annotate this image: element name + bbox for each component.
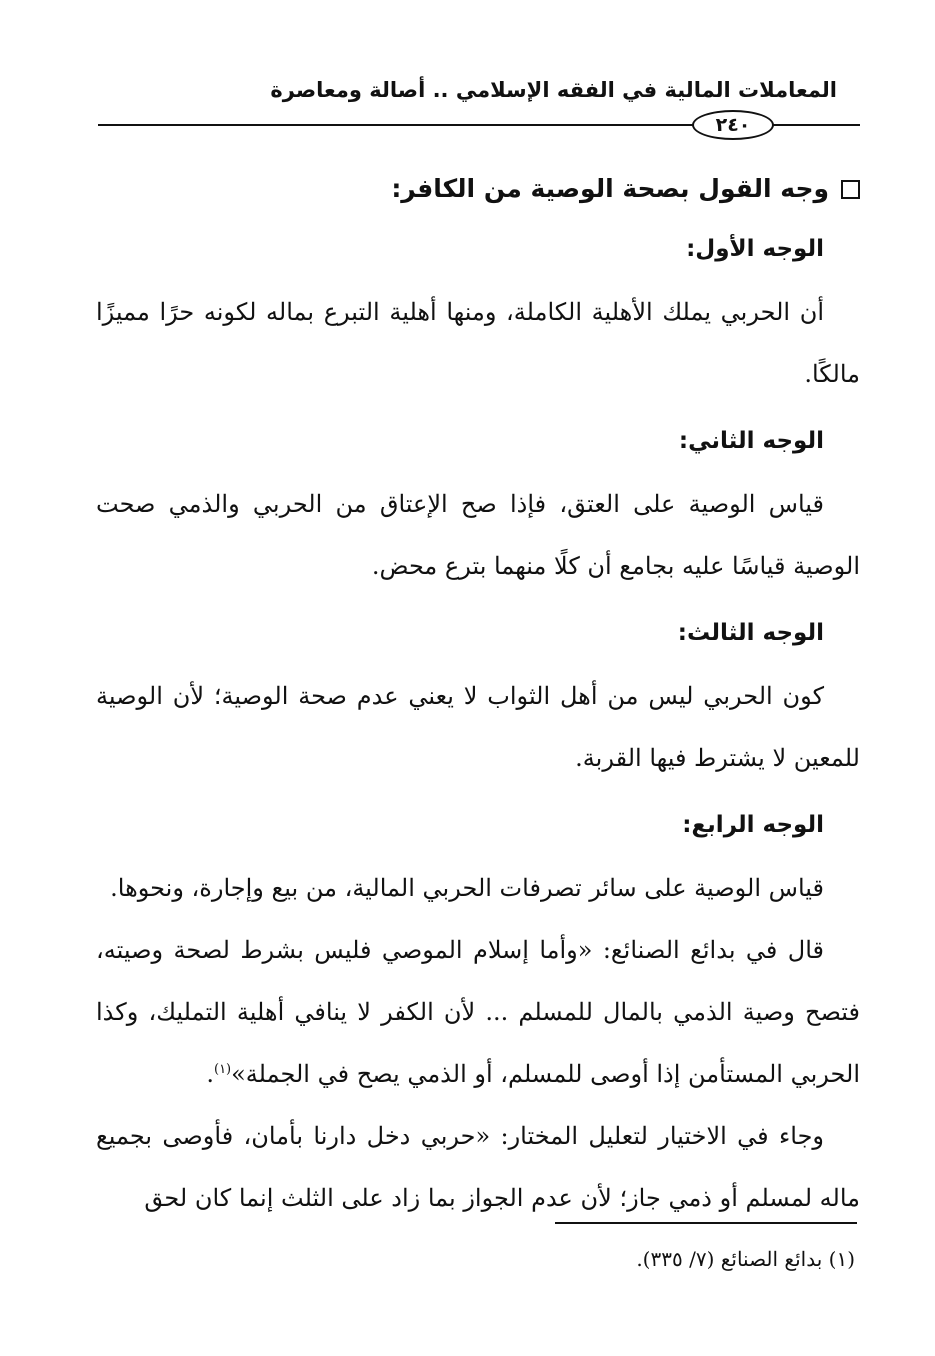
footnote-marker: (١) bbox=[828, 1247, 855, 1271]
heading-first-aspect: الوجه الأول: bbox=[686, 236, 824, 262]
heading-second-aspect: الوجه الثاني: bbox=[678, 428, 824, 454]
heading-fourth-aspect: الوجه الرابع: bbox=[682, 812, 824, 838]
heading-third-aspect: الوجه الثالث: bbox=[677, 620, 824, 646]
paragraph-fourth-aspect: قياس الوصية على سائر تصرفات الحربي المالية، من بيع وإجارة، ونحوها. bbox=[110, 874, 824, 902]
paragraph-badai-quote: قال في بدائع الصنائع: «وأما إسلام الموصي فليس بشرط لصحة وصيته، فتصح وصية الذمي بالمال للمسلم ... لأن الكفر لا ينافي أهلية التمليك، وكذا الحربي المستأمن إذا أوصى للمسلم، أو الذمي يصح في الجملة»$^{(١)}$. bbox=[96, 936, 860, 1088]
paragraph-second-aspect: قياس الوصية على العتق، فإذا صح الإعتاق من الحربي والذمي صحت الوصية قياسًا عليه بجامع أن كلًا منهما بترع محض. bbox=[96, 490, 860, 580]
footnote-text: بدائع الصنائع (٧/ ٣٣٥). bbox=[636, 1247, 823, 1271]
paragraph-ikhtiyar-quote: وجاء في الاختيار لتعليل المختار: «حربي دخل دارنا بأمان، فأوصى بجميع ماله لمسلم أو ذمي جاز؛ لأن عدم الجواز بما زاد على الثلث إنما كان لحق bbox=[96, 1122, 860, 1212]
paragraph-third-aspect: كون الحربي ليس من أهل الثواب لا يعني عدم صحة الوصية؛ لأن الوصية للمعين لا يشترط فيها القربة. bbox=[96, 682, 860, 772]
square-bullet-icon bbox=[841, 180, 860, 199]
badai-quote-text: قال في بدائع الصنائع: «وأما إسلام الموصي فليس بشرط لصحة وصيته، فتصح وصية الذمي بالمال للمسلم ... لأن الكفر لا ينافي أهلية التمليك، وكذا الحربي المستأمن إذا أوصى للمسلم، أو الذمي يصح في الجملة» bbox=[96, 936, 860, 1088]
running-header-title: المعاملات المالية في الفقه الإسلامي .. أصالة ومعاصرة bbox=[270, 78, 837, 102]
paragraph-first-aspect: أن الحربي يملك الأهلية الكاملة، ومنها أهلية التبرع بماله لكونه حرًا مميزًا مالكًا. bbox=[96, 298, 860, 388]
section-title-row bbox=[96, 163, 860, 215]
footnote-item bbox=[255, 1244, 855, 1274]
page-number: ٢٤٠ bbox=[692, 110, 774, 140]
section-title: وجه القول بصحة الوصية من الكافر: bbox=[391, 174, 829, 203]
main-content bbox=[96, 163, 860, 1229]
footnote-reference[interactable]: (١) bbox=[213, 1062, 232, 1077]
footnote-separator bbox=[555, 1222, 857, 1224]
